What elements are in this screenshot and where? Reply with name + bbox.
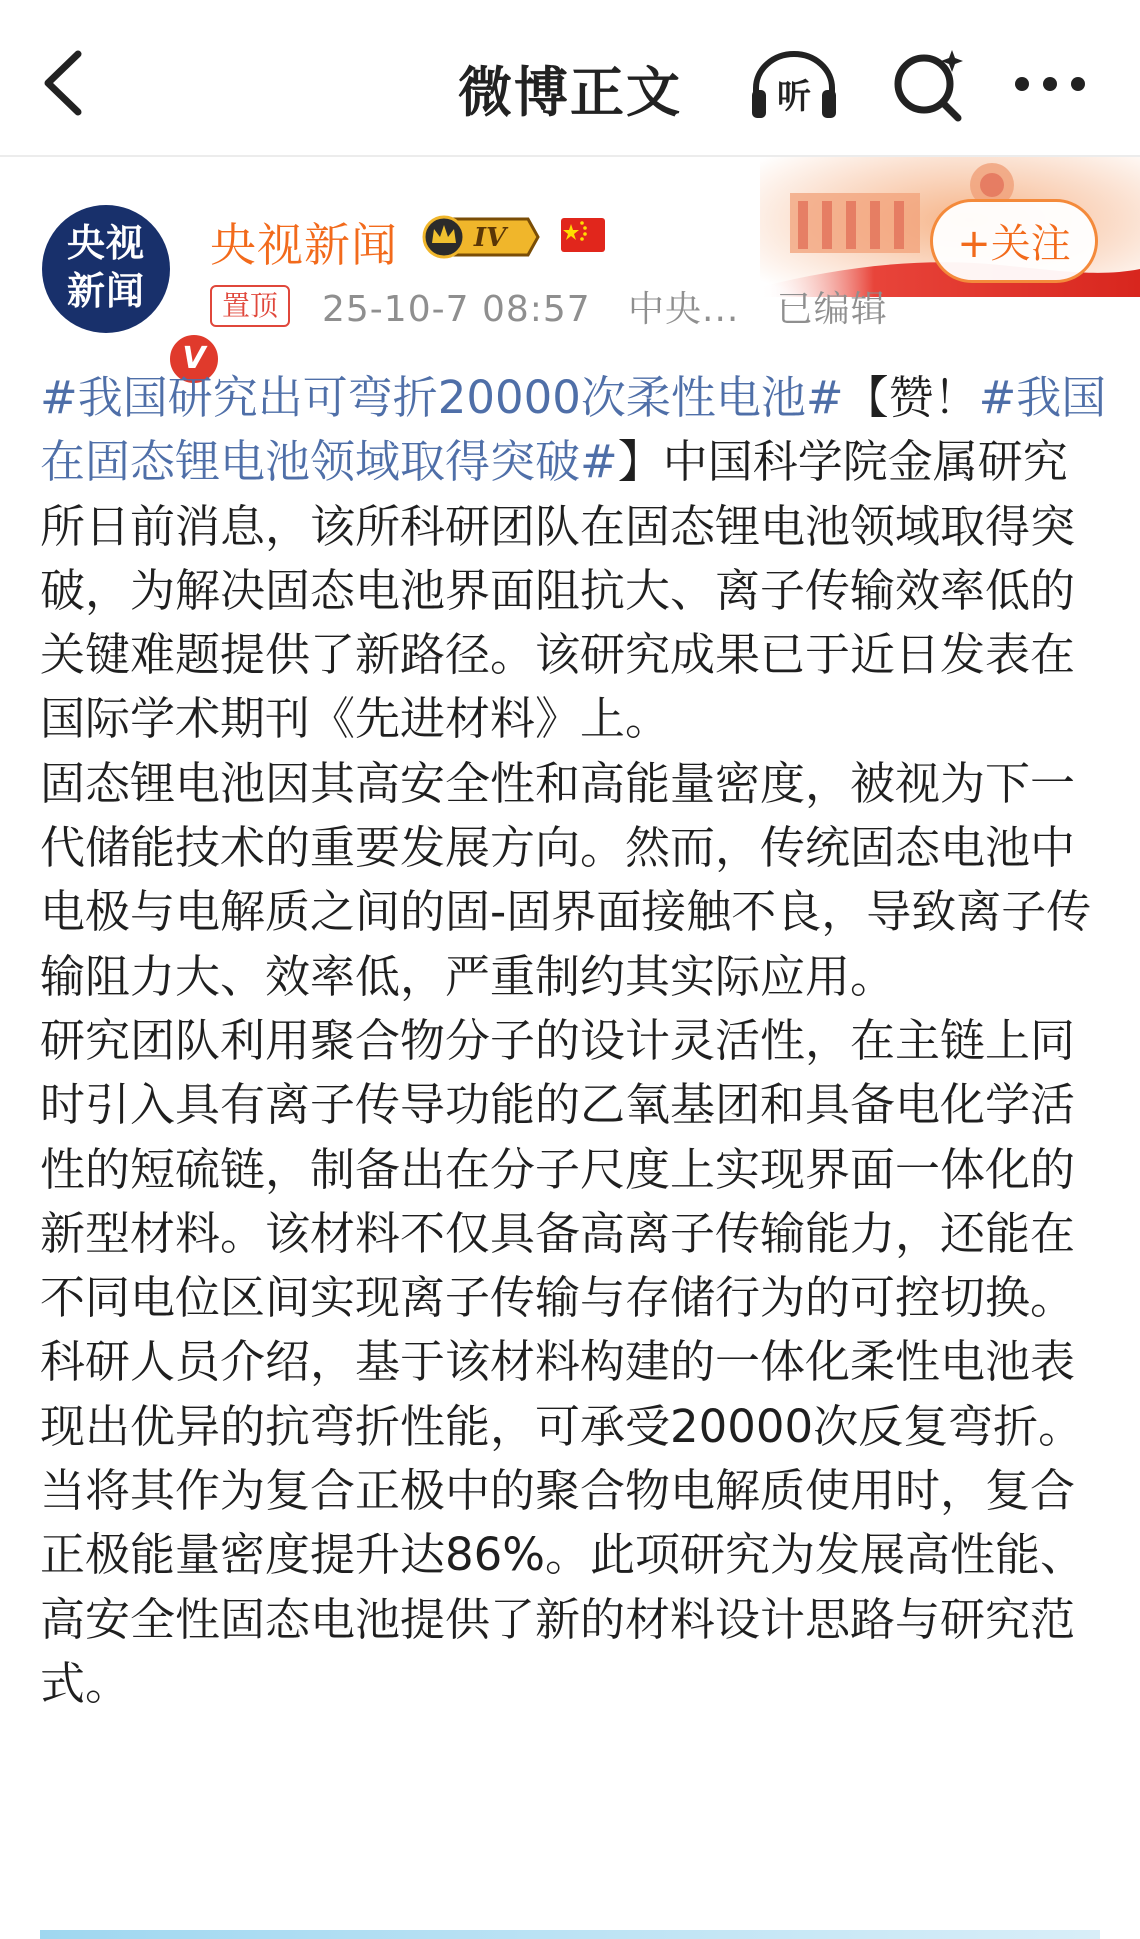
pinned-badge: 置顶 — [210, 285, 290, 327]
author-header — [0, 157, 1140, 376]
topic-link-flexible-battery[interactable]: #我国研究出可弯折20000次柔性电池# — [40, 371, 844, 424]
svg-text:听: 听 — [777, 77, 811, 117]
follow-button[interactable]: +关注 — [930, 199, 1098, 283]
post-paragraph-1 — [40, 366, 1112, 752]
search-icon[interactable] — [888, 46, 968, 122]
post-paragraph-2: 固态锂电池因其高安全性和高能量密度，被视为下一代储能技术的重要发展方向。然而，传统固态电池中电极与电解质之间的固-固界面接触不良，导致离子传输阻力大、效率低，严重制约其实际应用。 — [40, 756, 1092, 1003]
post-meta-info: 25-10-7 08:57 中央... 已编辑 — [322, 289, 888, 330]
avatar[interactable] — [42, 205, 206, 376]
post-text-fragment: 【赞！ — [843, 371, 979, 424]
svg-text:IV: IV — [473, 223, 507, 253]
post-content — [40, 366, 1112, 1716]
post-paragraph-4: 科研人员介绍，基于该材料构建的一体化柔性电池表现出优异的抗弯折性能，可承受20000次反复弯折。当将其作为复合正极中的聚合物电解质使用时，复合正极能量密度提升达86%。此项研究为发展高性能、高安全性固态电池提供了新的材料设计思路与研究范式。 — [40, 1335, 1086, 1710]
next-section-edge — [40, 1930, 1100, 1939]
verified-badge-icon: V — [166, 331, 222, 387]
china-flag-icon — [560, 215, 606, 255]
more-options-icon[interactable] — [1010, 62, 1090, 106]
level-crown-badge-icon — [420, 213, 542, 261]
topic-link-solid-state-battery[interactable]: #我国在固态锂电池领域取得突破# — [40, 371, 1107, 489]
listen-headphones-icon[interactable] — [748, 46, 840, 122]
top-nav-bar — [0, 0, 1140, 157]
avatar-logo-text: 央视 新闻 — [66, 221, 145, 313]
post-text-fragment: 】中国科学院金属研究所日前消息，该所科研团队在固态锂电池领域取得突破，为解决固态电池界面阻抗大、离子传输效率低的关键难题提供了新路径。该研究成果已于近日发表在国际学术期刊《先进材料》上。 — [40, 435, 1076, 746]
page-title: 微博正文 — [458, 61, 682, 124]
post-paragraph-3: 研究团队利用聚合物分子的设计灵活性，在主链上同时引入具有离子传导功能的乙氧基团和具备电化学活性的短硫链，制备出在分子尺度上实现界面一体化的新型材料。该材料不仅具备高离子传输能力，还能在不同电位区间实现离子传输与存储行为的可控切换。 — [40, 1013, 1076, 1325]
author-name[interactable]: 央视新闻 — [210, 218, 398, 272]
